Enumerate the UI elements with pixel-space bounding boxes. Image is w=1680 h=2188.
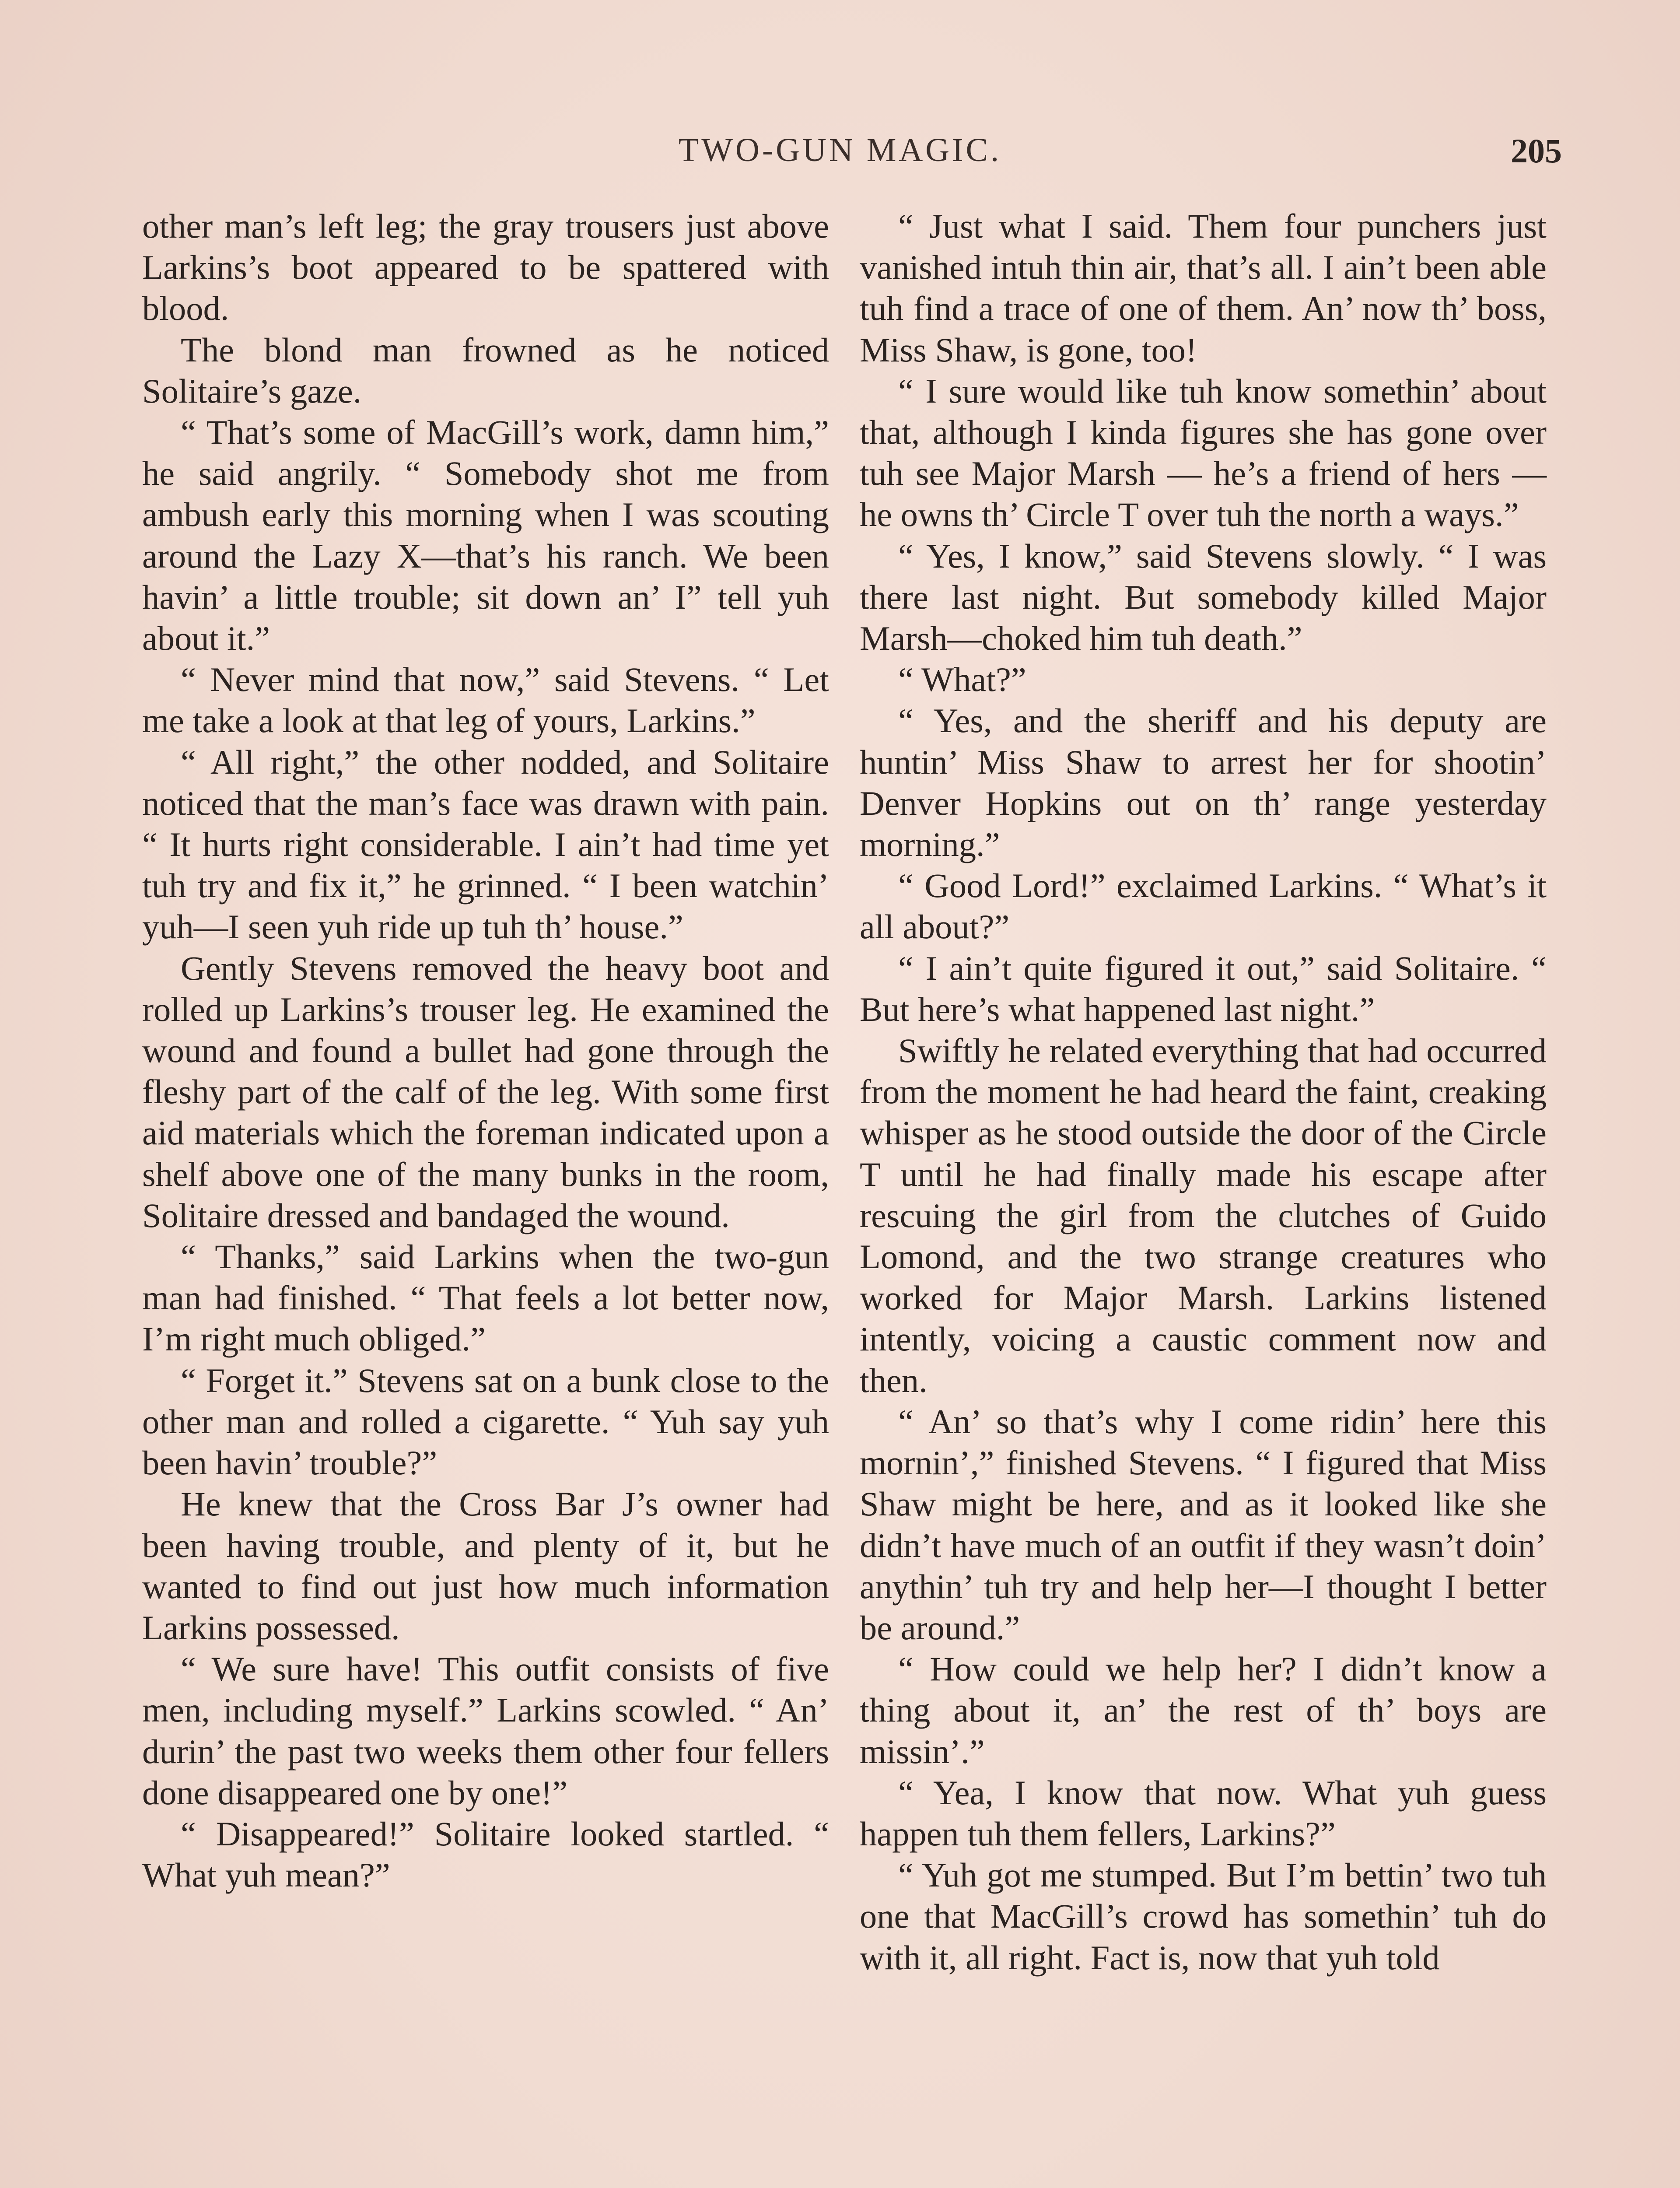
paragraph: “ All right,” the other nodded, and Solitaire noticed that the man’s face was drawn with pain. “ It hurts right considerable. I ain’t had time yet tuh try and fix it,” he grinned. “ I been watchin’ yuh—I seen yuh ride up tuh th’ house.” [142,743,829,946]
paragraph: other man’s left leg; the gray trousers just above Larkins’s boot appeared to be spattered with blood. [142,207,829,328]
paragraph: “ Never mind that now,” said Stevens. “ Let me take a look at that leg of yours, Larkins.” [142,660,829,740]
paragraph: The blond man frowned as he noticed Solitaire’s gaze. [142,330,829,410]
paragraph: “ I ain’t quite figured it out,” said Solitaire. “ But here’s what happened last night.” [860,949,1547,1028]
left-column [142,206,829,1896]
paragraph: “ Forget it.” Stevens sat on a bunk close to the other man and rolled a cigarette. “ Yuh say yuh been havin’ trouble?” [142,1361,829,1482]
right-column [860,206,1547,1978]
paragraph: “ I sure would like tuh know somethin’ about that, although I kinda figures she has gone over tuh see Major Marsh — he’s a friend of hers — he owns th’ Circle T over tuh the north a ways.” [860,372,1547,534]
page-number: 205 [1511,132,1562,170]
paragraph: “ What?” [898,660,1026,699]
paragraph: “ Thanks,” said Larkins when the two-gun man had finished. “ That feels a lot better now, I’m right much obliged.” [142,1238,829,1358]
paragraph: Gently Stevens removed the heavy boot and rolled up Larkins’s trouser leg. He examined the wound and found a bullet had gone through the fleshy part of the calf of the leg. With some first aid materials which the foreman indicated upon a shelf above one of the many bunks in the room, Solitaire dressed and bandaged the wound. [142,949,829,1234]
running-title: TWO-GUN MAGIC. [678,132,1002,168]
paragraph: “ Disappeared!” Solitaire looked startled. “ What yuh mean?” [142,1814,829,1894]
paragraph: “ Yea, I know that now. What yuh guess happen tuh them fellers, Larkins?” [860,1773,1547,1853]
paragraph: “ Yes, I know,” said Stevens slowly. “ I was there last night. But somebody killed Major Marsh—choked him tuh death.” [860,536,1547,658]
paragraph: “ That’s some of MacGill’s work, damn him,” he said angrily. “ Somebody shot me from ambush early this morning when I was scouting around the Lazy X—that’s his ranch. We been havin’ a little trouble; sit down an’ I” tell yuh about it.” [142,413,829,658]
paragraph: “ Yes, and the sheriff and his deputy are huntin’ Miss Shaw to arrest her for shootin’ Denver Hopkins out on th’ range yesterday morning.” [860,701,1547,864]
paragraph: “ Yuh got me stumped. But I’m bettin’ two tuh one that MacGill’s crowd has somethin’ tuh do with it, all right. Fact is, now that yuh told [860,1856,1547,1977]
paragraph: “ Just what I said. Them four punchers just vanished intuh thin air, that’s all. I ain’t been able tuh find a trace of one of them. An’ now th’ boss, Miss Shaw, is gone, too! [860,207,1547,369]
paragraph: Swiftly he related everything that had occurred from the moment he had heard the faint, creaking whisper as he stood outside the door of the Circle T until he had finally made his escape after rescuing the girl from the clutches of Guido Lomond, and the two strange creatures who worked for Major Marsh. Larkins listened intently, voicing a caustic comment now and then. [860,1031,1547,1399]
paragraph: “ Good Lord!” exclaimed Larkins. “ What’s it all about?” [860,866,1547,946]
paragraph: “ An’ so that’s why I come ridin’ here this mornin’,” finished Stevens. “ I figured that Miss Shaw might be here, and as it looked like she didn’t have much of an outfit if they wasn’t doin’ anythin’ tuh try and help her—I thought I better be around.” [860,1402,1547,1647]
paragraph: “ How could we help her? I didn’t know a thing about it, an’ the rest of th’ boys are missin’.” [860,1650,1547,1771]
page-header [140,131,1562,179]
paragraph: He knew that the Cross Bar J’s owner had been having trouble, and plenty of it, but he wanted to find out just how much information Larkins possessed. [142,1485,829,1647]
paragraph: “ We sure have! This outfit consists of five men, including myself.” Larkins scowled. “ An’ durin’ the past two weeks them other four fellers done disappeared one by one!” [142,1650,829,1812]
